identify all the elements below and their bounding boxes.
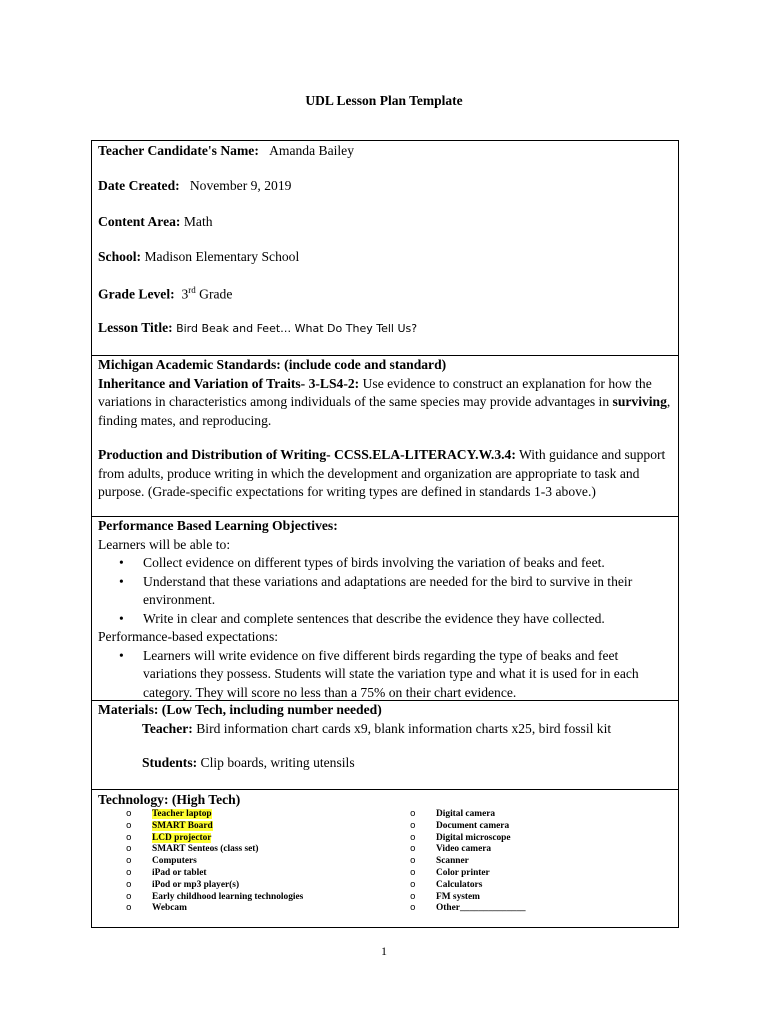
technology-item-label: Video camera — [436, 844, 492, 855]
circle-bullet-icon: o — [410, 832, 416, 843]
circle-bullet-icon: o — [410, 820, 416, 831]
circle-bullet-icon: o — [126, 867, 132, 878]
date-created-label: Date Created: — [98, 178, 180, 193]
page-title: UDL Lesson Plan Template — [305, 93, 463, 108]
list-item: • Understand that these variations and adaptations are needed for the bird to survive in their environment. — [143, 573, 672, 610]
technology-item — [126, 892, 303, 904]
technology-item — [126, 868, 303, 880]
content-area-label: Content Area: — [98, 214, 181, 229]
circle-bullet-icon: o — [126, 856, 132, 867]
technology-item — [126, 880, 303, 892]
technology-section — [98, 791, 672, 810]
standard-2 — [98, 446, 672, 502]
circle-bullet-icon: o — [126, 844, 132, 855]
technology-item-label: SMART Board — [152, 820, 213, 831]
technology-item-label: LCD projector — [152, 832, 212, 843]
objectives-list — [98, 554, 672, 628]
list-item: • Collect evidence on different types of birds involving the variation of beaks and feet. — [143, 554, 672, 573]
circle-bullet-icon: o — [126, 903, 132, 914]
list-item: • Learners will write evidence on five different birds regarding the type of beaks and feet variations they possess. Students will state the variation type and what it is used for in each category. They will score no less than a 75% on their chart evidence. — [143, 647, 672, 703]
technology-item-label: Calculators — [436, 879, 483, 890]
lesson-title-label: Lesson Title: — [98, 320, 173, 335]
standard-1-text-a: Use evidence to construct an explanation for how the variations in characteristics among individuals of the same species may provide advantages in — [98, 375, 652, 409]
circle-bullet-icon: o — [126, 891, 132, 902]
standard-1-code: Inheritance and Variation of Traits- 3-LS4-2: — [98, 375, 360, 391]
content-area-value: Math — [183, 214, 213, 229]
materials-students — [98, 754, 672, 773]
technology-item — [410, 892, 526, 904]
circle-bullet-icon: o — [410, 903, 416, 914]
technology-item-label: iPad or tablet — [152, 867, 207, 878]
technology-item-label: Digital camera — [436, 809, 496, 819]
technology-item — [126, 856, 303, 868]
candidate-name-row — [98, 143, 354, 159]
school-label: School: — [98, 249, 142, 264]
technology-item — [410, 903, 526, 915]
materials-teacher — [98, 720, 672, 739]
materials-section — [98, 701, 672, 773]
technology-item-label: Digital microscope — [436, 832, 511, 843]
list-item: • Write in clear and complete sentences that describe the evidence they have collected. — [143, 610, 672, 629]
objectives-section — [98, 517, 672, 702]
circle-bullet-icon: o — [126, 820, 132, 831]
technology-item — [126, 844, 303, 856]
technology-item — [410, 809, 526, 821]
technology-item-label: Computers — [152, 856, 197, 867]
expectations-heading: Performance-based expectations: — [98, 629, 279, 644]
technology-list-left — [126, 809, 303, 915]
technology-item — [410, 880, 526, 892]
materials-heading: Materials: (Low Tech, including number needed) — [98, 702, 382, 717]
technology-item — [410, 844, 526, 856]
technology-item-label: Early childhood learning technologies — [152, 891, 304, 902]
materials-students-value: Clip boards, writing utensils — [197, 755, 355, 770]
materials-students-label: Students: — [142, 755, 198, 770]
objectives-intro: Learners will be able to: — [98, 536, 231, 552]
school-value: Madison Elementary School — [144, 249, 300, 264]
lesson-title-row — [98, 320, 417, 336]
page-number: 1 — [381, 944, 387, 958]
school-row — [98, 249, 299, 265]
objectives-heading: Performance Based Learning Objectives: — [98, 518, 338, 533]
standards-section — [98, 356, 672, 502]
technology-item — [126, 821, 303, 833]
technology-item — [410, 868, 526, 880]
technology-item-label: Teacher laptop — [152, 809, 212, 819]
materials-teacher-label: Teacher: — [142, 720, 193, 736]
expectations-list — [98, 647, 672, 703]
technology-item — [126, 809, 303, 821]
circle-bullet-icon: o — [410, 844, 416, 855]
technology-item — [126, 903, 303, 915]
grade-level-number: 3 — [181, 286, 189, 302]
grade-level-label: Grade Level: — [98, 286, 175, 302]
standard-2-code: Production and Distribution of Writing- CCSS.ELA-LITERACY.W.3.4: — [98, 447, 516, 462]
technology-list-right — [410, 809, 526, 915]
grade-level-suffix: Grade — [199, 286, 233, 302]
standard-1-bold: surviving — [612, 394, 667, 409]
standards-heading: Michigan Academic Standards: (include code and standard) — [98, 357, 447, 372]
circle-bullet-icon: o — [410, 809, 416, 819]
technology-item — [410, 833, 526, 845]
circle-bullet-icon: o — [126, 809, 132, 819]
section-divider — [92, 789, 678, 790]
technology-item-label: FM system — [436, 891, 480, 902]
technology-item — [126, 833, 303, 845]
standard-2-text: With guidance and support from adults, produce writing in which the development and organization are appropriate to task and purpose. (Grade-specific expectations for writing types are defined in standards 1-3 above.) — [98, 447, 666, 499]
technology-item-label: SMART Senteos (class set) — [152, 844, 259, 855]
technology-item-label: Other______________ — [436, 903, 526, 914]
technology-item-label: iPod or mp3 player(s) — [152, 879, 240, 890]
candidate-name-label: Teacher Candidate's Name: — [98, 143, 259, 158]
circle-bullet-icon: o — [410, 867, 416, 878]
grade-level-superscript: rd — [188, 285, 196, 295]
lesson-plan-table — [91, 140, 679, 928]
materials-teacher-value: Bird information chart cards x9, blank information charts x25, bird fossil kit — [192, 720, 612, 736]
circle-bullet-icon: o — [126, 879, 132, 890]
technology-item-label: Webcam — [152, 903, 187, 914]
circle-bullet-icon: o — [410, 879, 416, 890]
technology-item-label: Scanner — [436, 856, 469, 867]
circle-bullet-icon: o — [410, 891, 416, 902]
content-area-row — [98, 214, 213, 230]
circle-bullet-icon: o — [126, 832, 132, 843]
grade-level-row — [98, 285, 232, 303]
technology-item-label: Document camera — [436, 820, 510, 831]
technology-item — [410, 821, 526, 833]
technology-item-label: Color printer — [436, 867, 490, 878]
date-created-value: November 9, 2019 — [189, 178, 292, 193]
technology-item — [410, 856, 526, 868]
circle-bullet-icon: o — [410, 856, 416, 867]
standard-1-text-b: , finding mates, and reproducing. — [98, 394, 671, 428]
technology-heading: Technology: (High Tech) — [98, 792, 241, 807]
standard-1 — [98, 375, 672, 431]
lesson-title-value: Bird Beak and Feet… What Do They Tell Us? — [176, 322, 418, 335]
candidate-name-value: Amanda Bailey — [269, 143, 354, 158]
date-created-row — [98, 178, 291, 194]
